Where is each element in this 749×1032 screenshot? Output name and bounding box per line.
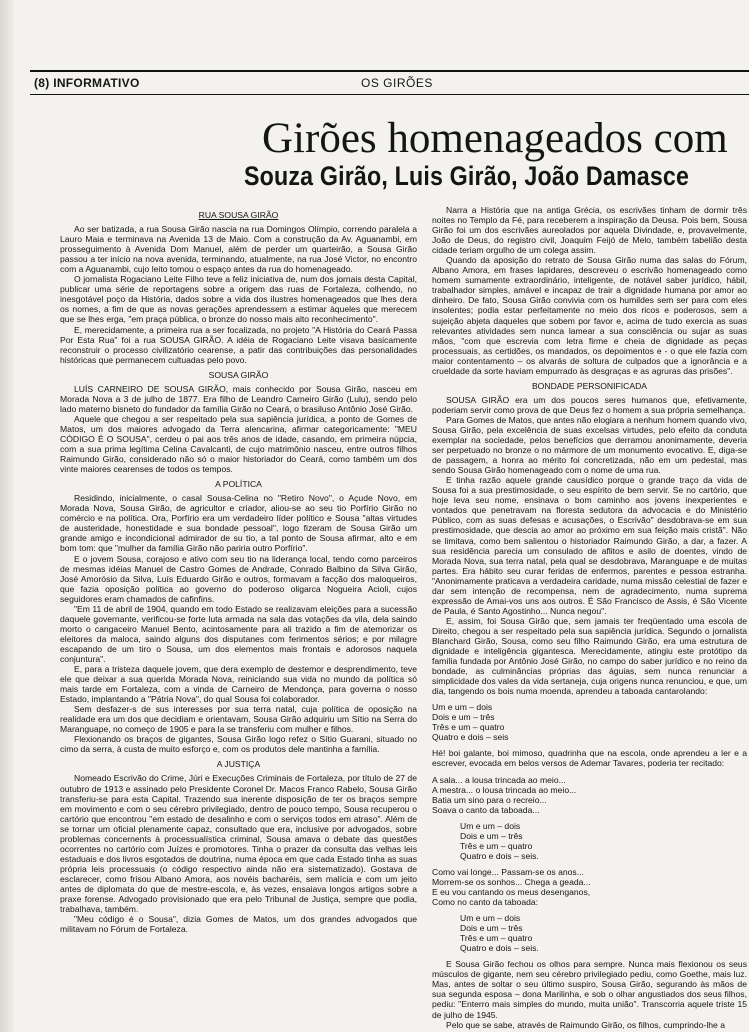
paragraph: Pelo que se sabe, através de Raimundo Girão, os filhos, cumprindo-lhe a [446, 1019, 725, 1030]
section-heading: A POLÍTICA [215, 479, 262, 490]
verse-line: Dois e um – três [460, 830, 523, 841]
paragraph: E o jovem Sousa, corajoso e ativo com seu tio na liderança local, tendo como parceiros de mesmas idéias Manuel de Castro Gomes de Andrade, Conrado Balbino da Silva Girão, José Amorósio da Silva, Luís Eduardo Girão e outros, formavam a facção dos maloqueiros, que fazia oposição política ao governo do poderoso oligarca Nogueira Acioli, cujos seguidores eram chamados de cafinfins. [60, 553, 417, 604]
verse-block [432, 821, 747, 861]
page-header [30, 70, 749, 96]
paragraph: E, assim, foi Sousa Girão que, sem jamais ter freqüentado uma escola de Direito, chegou a ser respeitado pela sua sapiência jurídica. Segundo o jornalista Blanchard Girão, Sousa, como seu filho Raimundo Girão, era uma estrutura de dignidade e inteligência gigantesca. Merecidamente, atingiu este protótipo da família fundada por Antônio José Girão, no campo do saber jurídico e no reino da bondade, as culminâncias próprias das águias, sem nunca renunciar a simplicidade dos vales da vida sertaneja, cuja origens nunca renunciou, e que, um dia, tangendo os bois numa moenda, aprendeu a taboada cantarolando: [432, 615, 747, 697]
section-heading: BONDADE PERSONIFICADA [531, 380, 648, 391]
verse-line: Um e um – dois [460, 820, 521, 831]
verse-line: Quatro e dois – seis [432, 732, 509, 743]
verse-line: Três e um – quatro [460, 933, 533, 944]
poem-line: E eu vou cantando os meus desenganos, [432, 887, 591, 897]
poem-line: Soava o canto da taboada... [432, 804, 540, 815]
paragraph: E, merecidamente, a primeira rua a ser focalizada, no projeto "A História do Ceará Passa Por Esta Rua" foi a rua SOUSA GIRÃO. A idéia de Rogaciano Leite visava basicamente reconstruir o processo civilizatório cearense, a patir das contribuições das personalidades históricas que permanecem cultuadas pelo povo. [60, 324, 417, 365]
poem-line: Como no canto da taboada: [432, 897, 539, 908]
paragraph: SOUSA GIRÃO era um dos poucos seres humanos que, efetivamente, poderiam servir como prova de que Deus fez o homem a sua própria semelhança. [432, 394, 747, 415]
paragraph: O jornalista Rogaciano Leite Filho teve a feliz iniciativa de, num dos jornais desta Capital, publicar uma série de reportagens sobre a origem das ruas de Fortaleza, colhendo, no inesgotável poço da História, dados sobre a vida dos ilustres homenageados que lhes dera os nomes, a fim de que as novas gerações aprendessem a estimar àqueles que merecem que se lhes erga, "em praça pública, o bronze do nosso mais alto reconhecimento". [60, 274, 417, 325]
paragraph: Nomeado Escrivão do Crime, Júri e Execuções Criminais de Fortaleza, por título de 27 de outubro de 1913 e assinado pelo Presidente Coronel Dr. Macos Franco Rabelo, Sousa Girão transferiu-se para esta Capital. Trazendo sua inerente disposição de ter os braços sempre em movimento e com o seu cérebro privilegiado, dentro de pouco tempo, Sousa recuperou o cartório que encontrou "em estado de desalinho e com o serviços todos em atraso". Além de se tornar um oficial plenamente capaz, consultado que era, inclusive por advogados, sobre problemas concernents à processualística criminal, Sousa amava o debate das questões ocorrentes no cartório com Juízes e promotores. Tinha o prazer da consulta das velhas leis estaduais e dos livros esgotados de doutrina, numa época em que cada Estado tinha as suas própria leis processuais (o código respectivo ainda não era sistematizado). Gostava de esclarecer, como frisou Albano Amora, aos novéis bacharéis, sem malícia e com um jeito antes de diplomata do que de mestre-escola, e, às vezes, ensaiava longos artigos sobre a praxe forense. Advogado provisionado que era pelo Tribunal de Justiça, sempre que podia, trabalhava, também. [60, 773, 417, 915]
paragraph: LUÍS CARNEIRO DE SOUSA GIRÃO, mais conhecido por Sousa Girão, nasceu em Morada Nova a 3 de julho de 1877. Era filho de Leandro Carneiro Girão (Lulu), sendo pelo lado materno bisneto do fundador da família Girão no Ceará, o brasiluso Antônio José Girão. [60, 383, 417, 414]
verse-line: Dois e um – três [432, 712, 495, 723]
paragraph: Aquele que chegou a ser respeitado pela sua sapiência jurídica, a ponto de Gomes de Matos, um dos maiores advogado da Terra alencarina, afirmar categoricamente: "MEU CÓDIGO É O SOUSA", cerdeu o pai aos três anos de idade, casando, em primeira núpcia, com a sua prima legítima Celina Cavalcanti, de cujo matrimônio nasceu, entre outros filhos Raimundo Girão, considerado não só o maior historiador do Ceará, como também um dos vinte maiores cearenses de todos os tempos. [60, 413, 417, 475]
poem-line: A mestra... o lousa trincada ao meio... [432, 784, 577, 795]
paragraph: "Meu código é o Sousa", dizia Gomes de Matos, um dos grandes advogados que militavam no Fórum de Fortaleza. [60, 914, 417, 935]
header-bottom-rule [30, 94, 749, 95]
paragraph: E, para a tristeza daquele jovem, que dera exemplo de destemor e desprendimento, teve ele que deixar a sua querida Morada Nova, reiniciando sua vida no mundo da política só mais tarde em Fortaleza, com a vinda de Carneiro de Mendonça, para governa o nosso Estado, implantando a "Pátria Nova", do qual Sousa foi colaborador. [60, 664, 417, 705]
paragraph: Ao ser batizada, a rua Sousa Girão nascia na rua Domingos Olímpio, correndo paralela a Lauro Maia e terminava na Avenida 13 de Maio. Com a construção da Av. Aguanambi, em prosseguimento à Avenida Dom Manuel, além de perder um quarteirão, a Sousa Girão passou a ter início na nova avenida, terminando, atualmente, na rua José Victor, no encontro com a Aguanambi, cujo leito tomou o espaço antes da rua do homenageado. [60, 224, 417, 275]
section-label: (8) INFORMATIVO [34, 76, 140, 90]
poem-block [432, 867, 747, 907]
article-column-left [60, 205, 417, 934]
headline: Girões homenageados com [262, 115, 728, 162]
paragraph: Para Gomes de Matos, que antes não elogiara a nenhum homem quando vivo, Sousa Girão, pela excelência de suas excelsas virtudes, pelo efeito da conduta exemplar na sociedade, pelos benefícios que derramou anonimamente, deveria ser perpetuado no bronze o no mármore de um monumento evocativo. E, diga-se de passagem, a honra ao mérito foi concretizada, não em um pedestal, mas sendo Sousa Girão homenageado com o nome de uma rua. [432, 414, 747, 476]
verse-line: Um e um – dois [460, 913, 521, 924]
section-heading: SOUSA GIRÃO [208, 369, 269, 380]
verse-line: Dois e um – três [460, 923, 523, 934]
paragraph: E tinha razão aquele grande causídico porque o grande traço da vida de Sousa foi a sua prestimosidade, o seu espírito de bem servir. Se no cartório, que hoje leva seu nome, ensinava o bom caminho aos jovens inexperientes e vontados que penetravam na floresta sedutora da advocacia e do Ministério Público, com as suas defesas e acusações, o Escrivão" desdobrava-se em sua prestimosidade, que descia ao amor ao próximo em sua feição mais cristã". Não se limitava, como bem salientou o historiador Raimundo Girão, a dar, a fazer. A sua residência parecia um consulado de aflitos e asilo de doentes, vindo de Morada Nova, sua terra natal, pela qual se desdobrava, Maranguape e de muitas partes. Era hábito seu curar feridas de enfermos, parentes e pessoa estranha. "Anonimamente praticava a verdadeira caridade, numa missão celestial de fazer e dar sem intenção de recompensa, nem de agradecimento, numa suprema expressão de Amai-vos uns aos outros. É São Francisco de Assis, é São Vicente de Paula, é Santo Agostinho... Nunca negou". [432, 475, 747, 616]
paragraph: Flexionando os braços de gigantes, Sousa Girão logo refez o Sítio Guarani, situado no cimo da serra, à custa de muito esforço e, com os produtos dele mantinha a família. [60, 734, 417, 755]
verse-line: Quatro e dois – seis. [460, 943, 539, 954]
paragraph: Hé! boi galante, boi mimoso, quadrinha que na escola, onde aprendeu a ler e a escrever, evocada em belos versos de Ademar Tavares, poderia ter recitado: [432, 748, 747, 769]
section-heading: RUA SOUSA GIRÃO [198, 210, 279, 220]
verse-line: Um e um – dois [432, 702, 493, 713]
sub-headline: Souza Girão, Luis Girão, João Damasce [244, 161, 690, 191]
paragraph: Narra a História que na antiga Grécia, os escrivães tinham de dormir três noites no Templo da Fé, para receberem a inspiração da Deusa. Pois bem, Sousa Girão foi um dos escrivães aureolados por aquela Divindade, e, provavelmente, João de Deus, do registro civil, Joaquim Feijó de Melo, também tabelião desta cidade teriam orgulho de um colega assim. [432, 205, 747, 256]
paragraph: E Sousa Girão fechou os olhos para sempre. Nunca mais flexionou os seus músculos de gigante, nem seu cérebro privilegiado pediu, como Goethe, mais luz. Mas, antes de soltar o seu último suspiro, Sousa Girão, segurando às mãos de sua segunda esposa – dona Marilinha, e sob o olhar angustiados dos seus filhos, pediu: "Enterro mais simples do mundo, muita união". Transcorria aquele triste 15 de julho de 1945. [432, 959, 747, 1020]
verse-line: Três e um – quatro [432, 722, 505, 733]
paragraph: Quando da aposição do retrato de Sousa Girão numa das salas do Fórum, Albano Amora, em frases lapidares, descreveu o escrivão homenageado como homem sumamente extraordinário, inteligente, de notável saber jurídico, hábil, trabalhador simples, amável e incapaz de trair a dignidade humana por amor ao dinheiro. De fato, Sousa Girão convivia com os humildes sem ser para com eles insolentes; podia estar perfeitamente no meio dos ricos e poderosos, sem a sujeição abjeta daqueles que sobem por favor e, acima de tudo exercia as suas relevantes atividades sem nunca lamear a sua consciência ou sujar as suas mãos, "com que escrevia com letra firme e cheia de dignidade as peças processuais, as certidões, os mandados, os depoimentos e - o que ele fazia com maior contentamento – os alvarás de soltura de culpados que a ignorância e a crueldade da sorte haviam empurrado às desgraças e as agruras das prisões". [432, 255, 747, 376]
header-top-rule [30, 70, 749, 72]
paragraph: Residindo, inicialmente, o casal Sousa-Celina no "Retiro Novo", o Açude Novo, em Morada Nova, Sousa Girão, de agricultor e criador, aliou-se ao seu tio Porfírio Girão no comércio e na política. Ora, Porfírio era um verdadeiro líder político e Sousa "altas virtudes de austeridade, honestidade e sua bondade pessoal", logo fizeram de Sousa Girão um grande amigo e incondicional admirador de su tio, a tal ponto de Sousa afirmar, alto e em bom tom: que "mulher da família Girão não pariria outro Porfírio". [60, 493, 417, 554]
page-fold-shadow [0, 0, 14, 1032]
paragraph: Sem desfazer-s de sus interesses por sua terra natal, cuja política de oposição na realidade era um dos que decidiam e orientavam, Sousa Girão adquiriu um Sítio na Serra do Maranguape, no começo de 1905 e para la se transferiu com mulher e filhos. [60, 704, 417, 735]
poem-line: Morrem-se os sonhos... Chega a geada... [432, 876, 591, 887]
verse-block [432, 702, 747, 742]
paragraph: "Em 11 de abril de 1904, quando em todo Estado se realizavam eleições para a sucessão daquele governante, verificou-se forte luta armada na sala das votações da vila, dela saindo morto o cangaceiro Manuel Bento, acintosamente para ali trazido a fim de atemorizar os eleitores da maloca, saindo alguns dos disputanes com ferimentos sérios; e por milagre escapando de um tiro o Sousa, um dos elementos mais frontais e adorosos naquela conjuntura". [60, 603, 417, 664]
verse-line: Quatro e dois – seis. [460, 850, 539, 861]
poem-line: Batia um sino para o recreio... [432, 794, 547, 805]
poem-line: A sala... a lousa trincada ao meio... [432, 774, 566, 785]
article-column-right [432, 205, 747, 1030]
poem-block [432, 775, 747, 815]
verse-line: Três e um – quatro [460, 840, 533, 851]
poem-line: Como vai longe... Passam-se os anos... [432, 866, 584, 877]
section-heading: A JUSTIÇA [216, 759, 261, 770]
verse-block [432, 913, 747, 953]
header-center-label: OS GIRÕES [361, 76, 433, 90]
